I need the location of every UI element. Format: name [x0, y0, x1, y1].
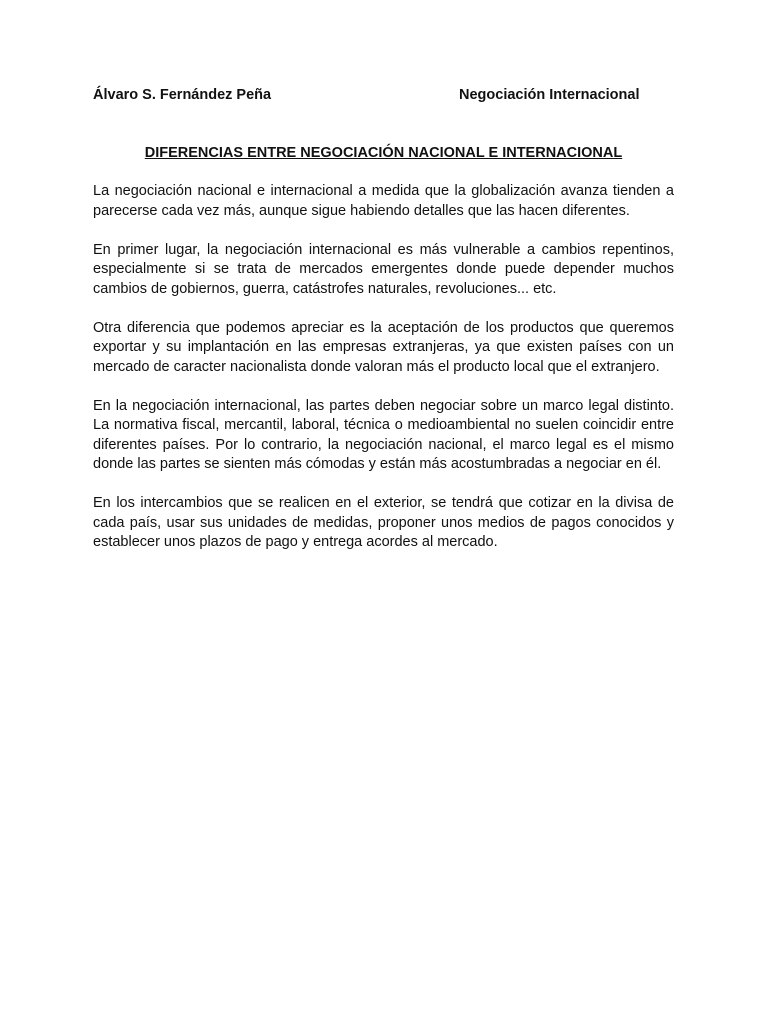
document-title: DIFERENCIAS ENTRE NEGOCIACIÓN NACIONAL E INTERNACIONAL — [144, 145, 623, 161]
course-subject: Negociación Internacional — [459, 87, 640, 103]
document-body — [93, 182, 674, 572]
author-name: Álvaro S. Fernández Peña — [93, 87, 272, 103]
paragraph-1: La negociación nacional e internacional a medida que la globalización avanza tienden a parecerse cada vez más, aunque sigue habiendo detalles que las hacen diferentes. — [93, 183, 674, 219]
paragraph-3: Otra diferencia que podemos apreciar es la aceptación de los productos que queremos exportar y su implantación en las empresas extranjeras, ya que existen países con un mercado de caracter nacionalista donde valoran más el producto local que el extranjero. — [93, 319, 674, 375]
paragraph-4: En la negociación internacional, las partes deben negociar sobre un marco legal distinto. La normativa fiscal, mercantil, laboral, técnica o medioambiental no suelen coincidir entre diferentes países. Por lo contrario, la negociación nacional, el marco legal es el mismo donde las partes se sienten más cómodas y están más acostumbradas a negociar en él. — [93, 397, 674, 472]
document-header — [93, 87, 653, 107]
paragraph-5: En los intercambios que se realicen en el exterior, se tendrá que cotizar en la divisa de cada país, usar sus unidades de medidas, proponer unos medios de pagos conocidos y establecer unos plazos de pago y entrega acordes al mercado. — [93, 495, 674, 550]
paragraph-2: En primer lugar, la negociación internacional es más vulnerable a cambios repentinos, especialmente si se trata de mercados emergentes donde puede depender muchos cambios de gobiernos, guerra, catástrofes naturales, revoluciones... etc. — [93, 241, 674, 297]
